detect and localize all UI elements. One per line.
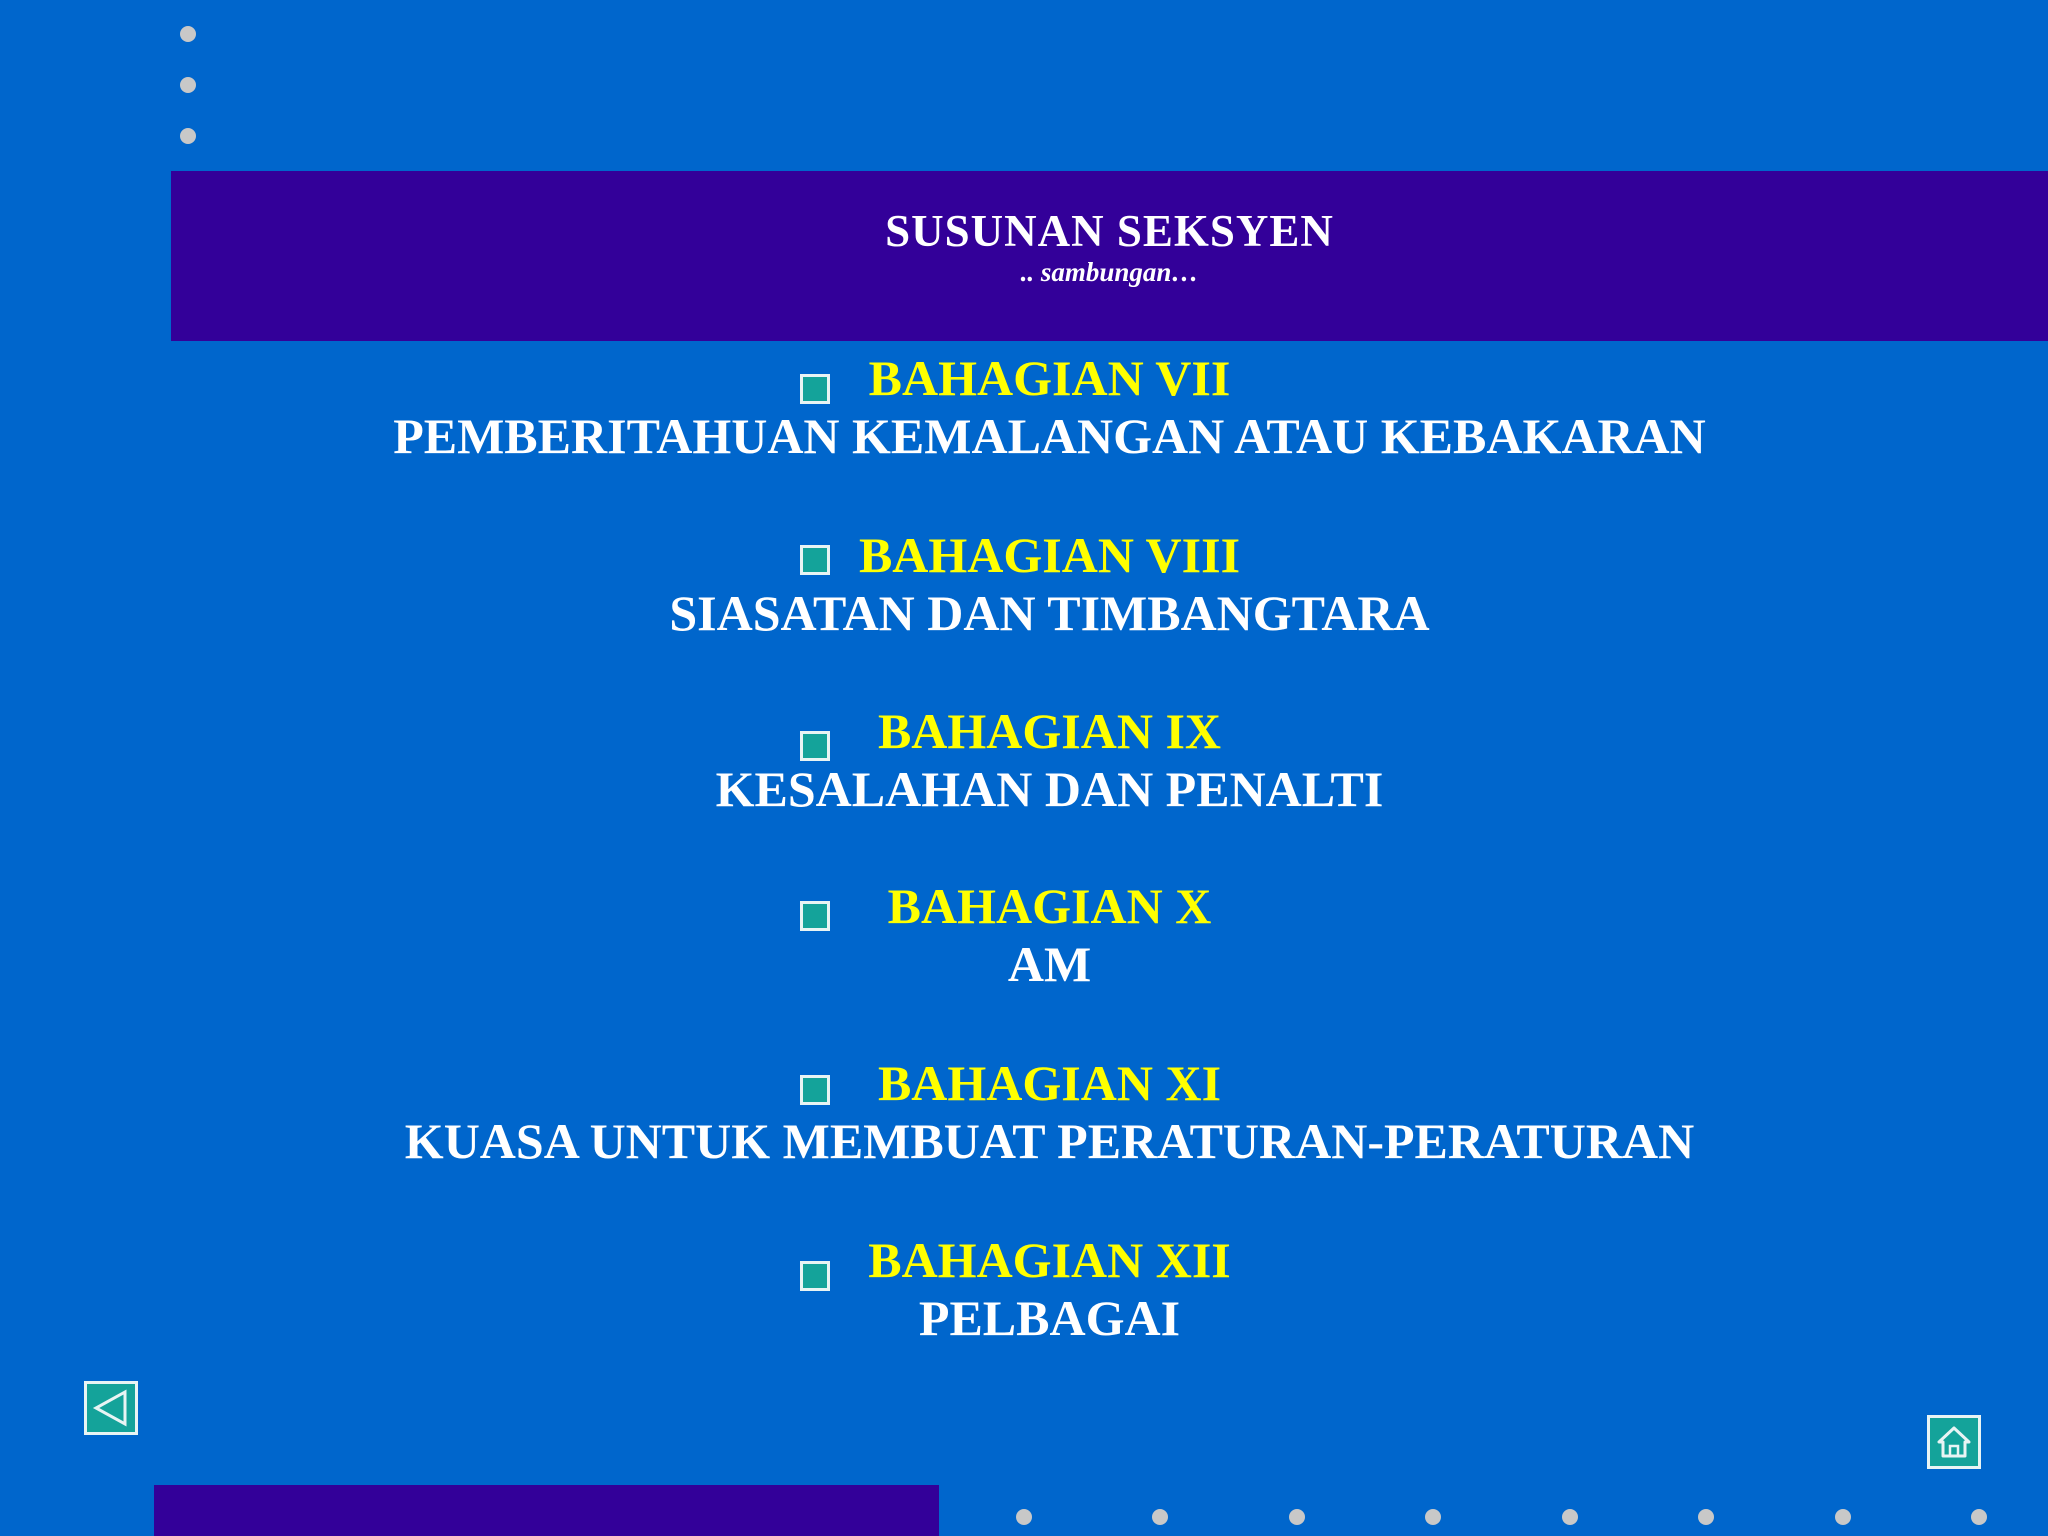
section-description: SIASATAN DAN TIMBANGTARA <box>669 585 1430 641</box>
decorative-dot <box>1835 1509 1851 1525</box>
section-heading: BAHAGIAN X <box>887 878 1212 934</box>
decorative-dot <box>180 128 196 144</box>
section-heading: BAHAGIAN XII <box>868 1232 1231 1288</box>
header-band <box>171 171 2048 341</box>
back-button[interactable] <box>84 1381 138 1435</box>
section-item <box>171 878 1928 998</box>
bottom-band <box>154 1485 939 1536</box>
decorative-dot <box>1698 1509 1714 1525</box>
section-heading: BAHAGIAN VIII <box>858 527 1241 583</box>
decorative-dot <box>180 26 196 42</box>
section-heading: BAHAGIAN XI <box>877 1055 1222 1111</box>
triangle-left-icon <box>87 1384 135 1432</box>
decorative-dot <box>1152 1509 1168 1525</box>
home-icon <box>1930 1418 1978 1466</box>
section-item <box>171 350 1928 470</box>
decorative-dot <box>1971 1509 1987 1525</box>
section-item <box>171 1232 1928 1352</box>
page-title: SUSUNAN SEKSYEN <box>885 206 1334 256</box>
decorative-dot <box>1016 1509 1032 1525</box>
decorative-dot <box>180 77 196 93</box>
section-item <box>171 527 1928 647</box>
decorative-dot <box>1289 1509 1305 1525</box>
section-item <box>171 703 1928 823</box>
section-description: AM <box>1007 936 1092 992</box>
section-description: PELBAGAI <box>918 1290 1181 1346</box>
page-subtitle: .. sambungan… <box>1020 257 1199 287</box>
section-description: KESALAHAN DAN PENALTI <box>715 761 1384 817</box>
section-item <box>171 1055 1928 1175</box>
section-description: PEMBERITAHUAN KEMALANGAN ATAU KEBAKARAN <box>393 408 1706 464</box>
home-button[interactable] <box>1927 1415 1981 1469</box>
decorative-dot <box>1425 1509 1441 1525</box>
decorative-dot <box>1562 1509 1578 1525</box>
section-heading: BAHAGIAN IX <box>877 703 1222 759</box>
section-description: KUASA UNTUK MEMBUAT PERATURAN-PERATURAN <box>404 1113 1695 1169</box>
section-heading: BAHAGIAN VII <box>868 350 1231 406</box>
